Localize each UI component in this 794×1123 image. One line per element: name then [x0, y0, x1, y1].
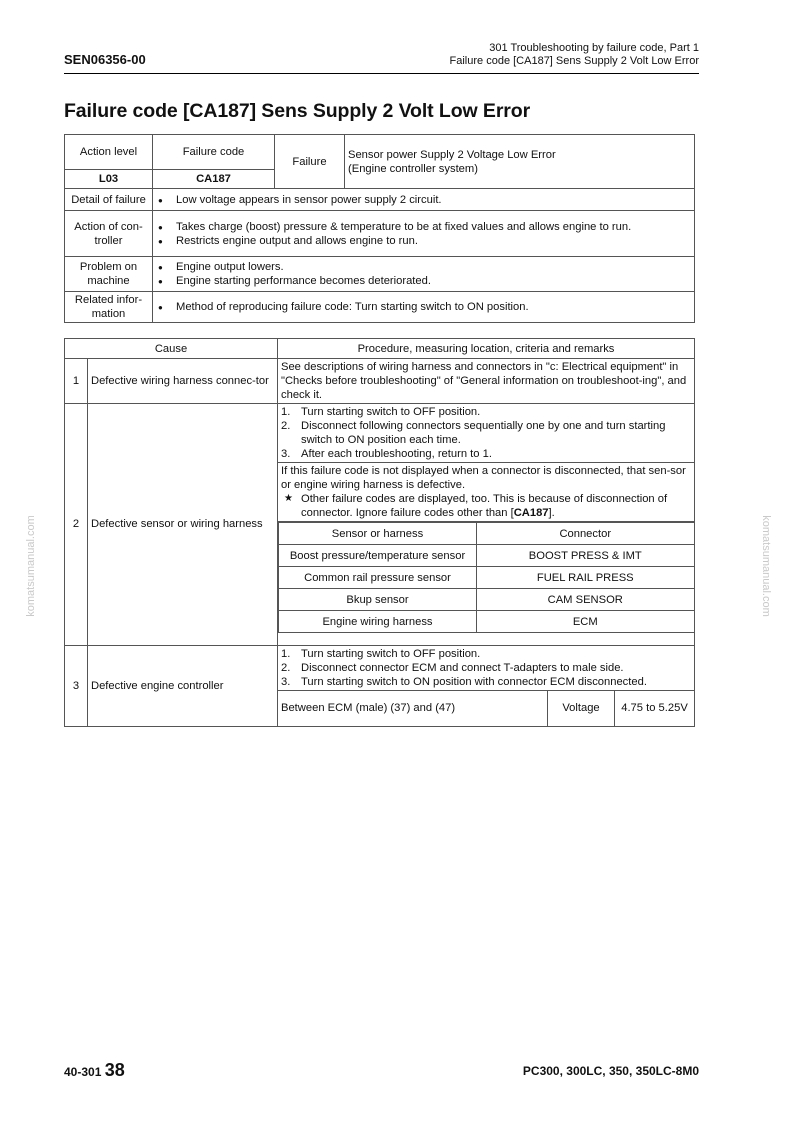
- failure-description: [345, 135, 695, 189]
- section-line-1: 301 Troubleshooting by failure code, Part 1: [489, 42, 699, 54]
- action-content: [153, 211, 695, 257]
- step-item: 2. Disconnect connector ECM and connect T-adapters to male side.: [281, 661, 624, 674]
- sensor-cell: Boost pressure/temperature sensor: [279, 545, 477, 567]
- connector-cell: BOOST PRESS & IMT: [477, 545, 695, 567]
- detail-label: Detail of failure: [65, 189, 153, 211]
- sensor-cell: Bkup sensor: [279, 589, 477, 611]
- connector-col-header: Connector: [477, 523, 695, 545]
- page-num: 38: [104, 1060, 125, 1080]
- step-item: 1. Turn starting switch to OFF position.: [281, 647, 481, 660]
- cause-name: Defective engine controller: [88, 645, 278, 726]
- doc-id: SEN06356-00: [64, 52, 146, 67]
- related-label: Related infor-mation: [65, 292, 153, 323]
- page-title: Failure code [CA187] Sens Supply 2 Volt Low Error: [64, 100, 531, 122]
- action-label: Action of con-troller: [65, 211, 153, 257]
- connector-table-cell: [278, 522, 695, 634]
- page-prefix: 40-301: [64, 1065, 102, 1079]
- model-list: PC300, 300LC, 350, 350LC-8M0: [522, 1064, 699, 1078]
- measure-location: Between ECM (male) (37) and (47): [278, 690, 548, 726]
- summary-table: [64, 134, 695, 323]
- problem-label: Problem on machine: [65, 257, 153, 292]
- page-number: [64, 1060, 125, 1081]
- step-item: 2. Disconnect following connectors sequentially one by one and turn starting switch to ON position each time.: [281, 420, 666, 446]
- step-item: 1. Turn starting switch to OFF position.: [281, 406, 481, 418]
- problem-item: ● Engine output lowers.: [156, 260, 691, 274]
- header-rule: [64, 73, 699, 74]
- detail-content: [153, 189, 695, 211]
- measure-value: 4.75 to 5.25V: [615, 690, 695, 726]
- action-item: ● Takes charge (boost) pressure & temperature to be at fixed values and allows engine to run.: [156, 220, 691, 234]
- cause-header: Cause: [65, 339, 278, 359]
- sensor-cell: Engine wiring harness: [279, 611, 477, 633]
- failure-label: Failure: [275, 135, 345, 189]
- cause-number: 3: [65, 645, 88, 726]
- watermark-left: komatsumanual.com: [24, 515, 37, 617]
- section-line-2: Failure code [CA187] Sens Supply 2 Volt Low Error: [449, 55, 699, 67]
- procedure-note: [278, 463, 695, 522]
- spacer-cell: [278, 633, 695, 645]
- note-text: If this failure code is not displayed when a connector is disconnected, that sen-sor or engine wiring harness is defective.: [281, 465, 686, 491]
- procedure-text: See descriptions of wiring harness and connectors in "c: Electrical equipment" in "Checks before troubleshooting" of "General information on troubleshoot-ing", and check it.: [278, 359, 695, 404]
- cause-table: [64, 338, 695, 727]
- cause-number: 2: [65, 404, 88, 646]
- procedure-steps: [278, 645, 695, 690]
- step-item: 3. Turn starting switch to ON position with connector ECM disconnected.: [281, 675, 647, 688]
- connector-table: [278, 522, 695, 633]
- connector-col-header: Sensor or harness: [279, 523, 477, 545]
- cause-number: 1: [65, 359, 88, 404]
- related-content: [153, 292, 695, 323]
- cause-name: Defective wiring harness connec-tor: [88, 359, 278, 404]
- failure-code-label: Failure code: [153, 135, 275, 170]
- star-note: ★ Other failure codes are displayed, too. This is because of disconnection of connector. Ignore failure codes other than [CA187].: [281, 492, 691, 520]
- problem-content: [153, 257, 695, 292]
- connector-cell: FUEL RAIL PRESS: [477, 567, 695, 589]
- cause-name: Defective sensor or wiring harness: [88, 404, 278, 646]
- failure-desc-1: Sensor power Supply 2 Voltage Low Error: [348, 148, 556, 161]
- action-level-label: Action level: [65, 135, 153, 170]
- action-level-value: L03: [65, 170, 153, 189]
- step-item: 3. After each troubleshooting, return to 1.: [281, 448, 492, 460]
- procedure-header: Procedure, measuring location, criteria and remarks: [278, 339, 695, 359]
- failure-code-value: CA187: [153, 170, 275, 189]
- action-item: ● Restricts engine output and allows engine to run.: [156, 234, 691, 248]
- problem-item: ● Engine starting performance becomes deteriorated.: [156, 274, 691, 288]
- detail-item: ● Low voltage appears in sensor power supply 2 circuit.: [156, 193, 691, 207]
- sensor-cell: Common rail pressure sensor: [279, 567, 477, 589]
- section-header: [450, 42, 699, 68]
- connector-cell: ECM: [477, 611, 695, 633]
- watermark-right: komatsumanual.com: [759, 515, 772, 617]
- connector-cell: CAM SENSOR: [477, 589, 695, 611]
- procedure-steps: [278, 404, 695, 463]
- related-item: ● Method of reproducing failure code: Turn starting switch to ON position.: [156, 300, 691, 314]
- measure-item: Voltage: [548, 690, 615, 726]
- failure-desc-2: (Engine controller system): [348, 162, 478, 175]
